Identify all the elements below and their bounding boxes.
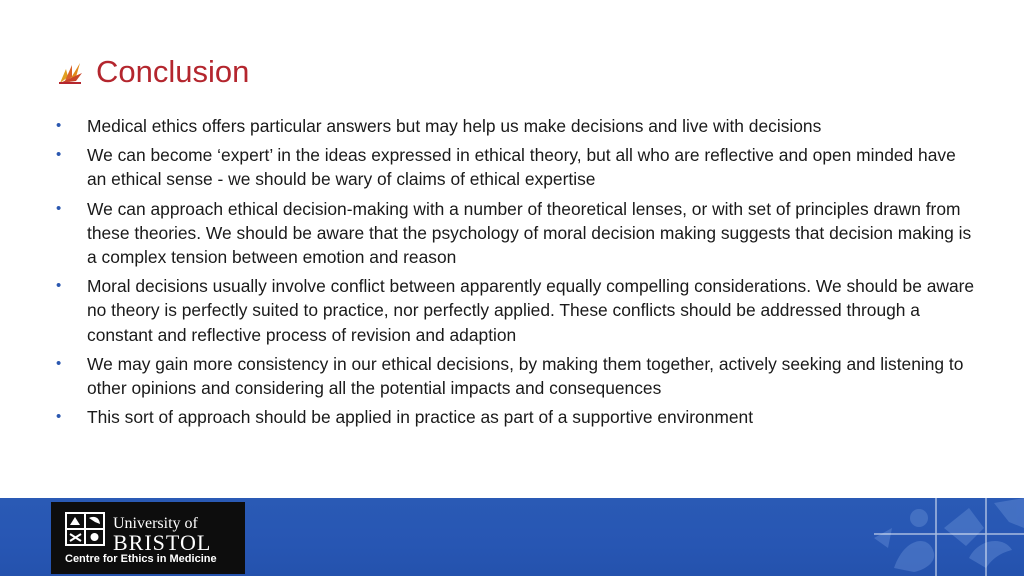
bullet-item [56,114,976,138]
bullet-item [56,143,976,191]
bullet-text: We can become ‘expert’ in the ideas expressed in ethical theory, but all who are reflective and open minded have an ethical sense - we should be wary of claims of ethical expertise [87,145,956,190]
bullet-text: We may gain more consistency in our ethical decisions, by making them together, actively seeking and listening to other opinions and considering all the potential impacts and consequences [87,353,964,399]
footer-band [0,498,1024,576]
university-logo [51,502,245,574]
slide-header [58,52,249,92]
hand-flame-icon [58,59,84,85]
heraldic-pattern-icon [874,498,1024,576]
university-crest-icon [65,512,105,546]
bullet-item [56,274,976,347]
bullet-text: Medical ethics offers particular answers but may help us make decisions and live with decisions [87,116,822,136]
bullet-icon: • [56,146,62,164]
bullet-text: Moral decisions usually involve conflict between apparently equally compelling considerations. We should be aware no theory is perfectly suited to practice, nor perfectly applied. These conflicts should be addressed through a constant and reflective process of revision and adaption [87,276,975,345]
bullet-icon: • [56,199,62,217]
university-name-line1: University of [113,515,198,532]
bullet-icon: • [56,277,62,295]
conclusion-bullet-list [56,114,976,434]
bullet-item [56,352,976,400]
bullet-text: We can approach ethical decision-making with a number of theoretical lenses, or with set of principles drawn from these theories. We should be aware that the psychology of moral decision making suggests that decision making is a complex tension between emotion and reason [87,198,972,268]
bullet-icon: • [56,117,62,134]
bullet-icon: • [56,354,62,372]
bullet-item [56,197,976,270]
centre-name: Centre for Ethics in Medicine [65,553,217,565]
university-name-line2: BRISTOL [113,530,212,555]
bullet-text: This sort of approach should be applied in practice as part of a supportive environment [87,407,754,428]
bullet-item [56,405,976,429]
page-title: Conclusion [96,54,250,89]
bullet-icon: • [56,408,62,426]
